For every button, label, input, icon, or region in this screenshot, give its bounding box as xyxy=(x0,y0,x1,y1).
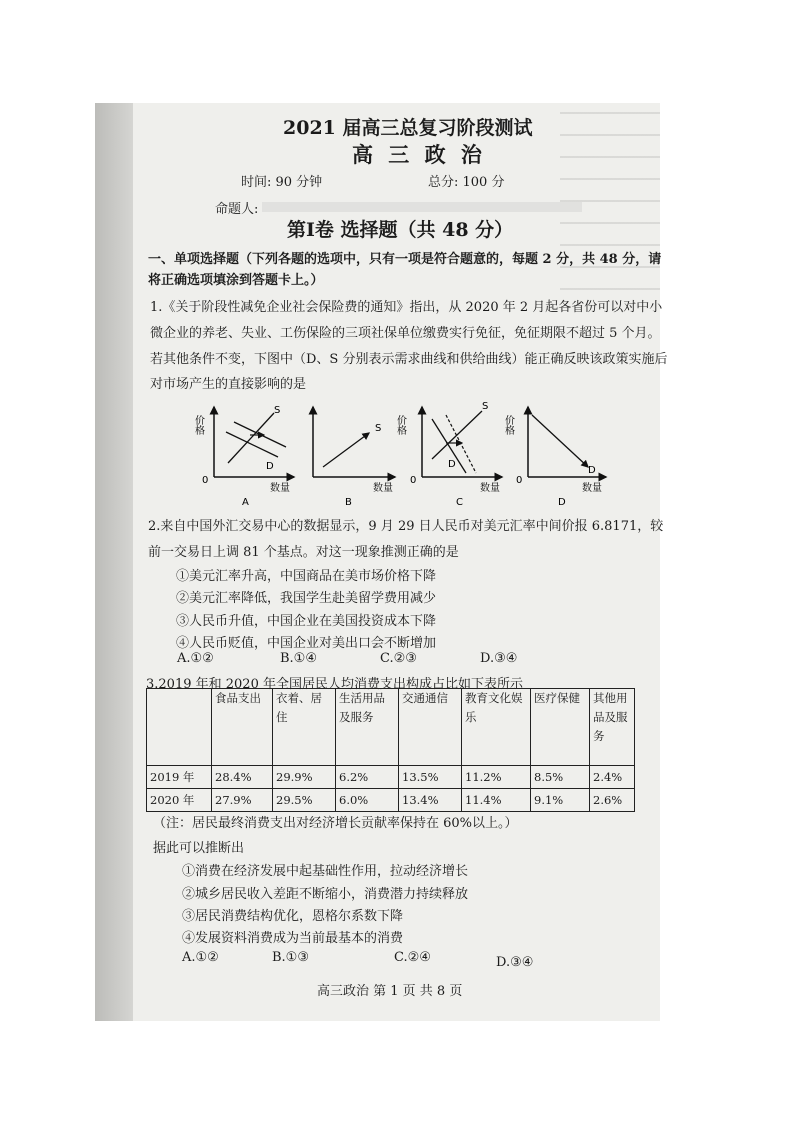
graph-c-y-label: 价格 xyxy=(394,415,406,435)
q2-option-d: D.③④ xyxy=(480,651,518,666)
table-cell: 29.5% xyxy=(273,789,336,812)
table-cell: 13.4% xyxy=(399,789,462,812)
q2-item-3: ③人民币升值，中国企业在美国投资成本下降 xyxy=(176,614,437,629)
q1-line2: 微企业的养老、失业、工伤保险的三项社保单位缴费实行免征，免征期限不超过 5 个月。 xyxy=(150,326,661,341)
consumption-table xyxy=(146,688,635,812)
q3-item-3: ③居民消费结构优化，恩格尔系数下降 xyxy=(182,909,404,924)
exam-title: 2021 届高三总复习阶段测试 xyxy=(283,117,533,139)
graph-a-origin: 0 xyxy=(202,475,209,486)
q1-line1: 1.《关于阶段性减免企业社会保险费的通知》指出，从 2020 年 2 月起各省份可以对中小 xyxy=(150,300,663,315)
table-cell: 2.4% xyxy=(590,766,635,789)
table-row xyxy=(147,766,635,789)
part-title: 第Ⅰ卷 选择题（共 48 分） xyxy=(287,219,514,241)
table-cell: 13.5% xyxy=(399,766,462,789)
table-header-row xyxy=(147,689,635,766)
q3-note: （注：居民最终消费支出对经济增长贡献率保持在 60%以上。） xyxy=(153,816,518,831)
q3-item-2: ②城乡居民收入差距不断缩小，消费潜力持续释放 xyxy=(182,887,469,902)
q2-line1: 2.来自中国外汇交易中心的数据显示，9 月 29 日人民币对美元汇率中间价报 6.8171，较 xyxy=(148,519,664,534)
graph-b xyxy=(305,397,410,508)
q3-item-4: ④发展资料消费成为当前最基本的消费 xyxy=(182,931,404,946)
graph-c-d-label: D xyxy=(448,459,456,470)
instruction-line1: 一、单项选择题（下列各题的选项中，只有一项是符合题意的，每题 2 分，共 48 分，请 xyxy=(148,252,662,267)
graph-a xyxy=(192,397,303,508)
graph-d-y-label: 价格 xyxy=(502,415,514,435)
q3-option-b: B.①③ xyxy=(272,950,309,965)
q2-option-b: B.①④ xyxy=(280,651,317,666)
graph-d-d-label: D xyxy=(588,465,596,476)
graph-a-d-label: D xyxy=(266,461,274,472)
q2-item-1: ①美元汇率升高，中国商品在美市场价格下降 xyxy=(176,569,437,584)
graph-c-s-label: S xyxy=(482,401,489,412)
q1-line4: 对市场产生的直接影响的是 xyxy=(150,377,307,392)
table-header-cell: 教育文化娱乐 xyxy=(462,689,531,766)
table-cell: 2019 年 xyxy=(147,766,212,789)
q2-item-2: ②美元汇率降低，我国学生赴美留学费用减少 xyxy=(176,591,437,606)
instruction-line2: 将正确选项填涂到答题卡上。） xyxy=(148,273,324,288)
q3-option-a: A.①② xyxy=(182,950,219,965)
graph-a-y-label: 价格 xyxy=(192,415,204,435)
q3-line1: 3.2019 年和 2020 年全国居民人均消费支出构成占比如下表所示 xyxy=(146,677,523,692)
q3-lead: 据此可以推断出 xyxy=(153,841,245,856)
q2-option-c: C.②③ xyxy=(380,651,417,666)
table-cell: 6.0% xyxy=(336,789,399,812)
graph-a-s-label: S xyxy=(274,405,281,416)
table-header-cell: 交通通信 xyxy=(399,689,462,766)
table-header-cell: 生活用品及服务 xyxy=(336,689,399,766)
table-cell: 29.9% xyxy=(273,766,336,789)
q3-item-1: ①消费在经济发展中起基础性作用，拉动经济增长 xyxy=(182,864,469,879)
graph-b-s-label: S xyxy=(375,423,382,434)
q2-option-a: A.①② xyxy=(177,651,214,666)
table-row xyxy=(147,789,635,812)
table-cell: 27.9% xyxy=(212,789,273,812)
graph-c-label: C xyxy=(456,497,463,508)
q1-line3: 若其他条件不变，下图中（D、S 分别表示需求曲线和供给曲线）能正确反映该政策实施后 xyxy=(150,352,668,367)
table-header-cell xyxy=(147,689,212,766)
table-cell: 2.6% xyxy=(590,789,635,812)
graph-d xyxy=(502,397,615,508)
q3-option-c: C.②④ xyxy=(394,950,431,965)
graph-a-label: A xyxy=(242,497,249,508)
q3-option-d: D.③④ xyxy=(496,955,534,970)
graph-c xyxy=(394,397,515,508)
table-cell: 9.1% xyxy=(531,789,590,812)
graph-b-label: B xyxy=(345,497,352,508)
graph-c-origin: 0 xyxy=(410,475,417,486)
author-label: 命题人: xyxy=(215,202,259,217)
table-header-cell: 其他用品及服务 xyxy=(590,689,635,766)
table-cell: 2020 年 xyxy=(147,789,212,812)
q2-item-4: ④人民币贬值，中国企业对美出口会不断增加 xyxy=(176,636,437,651)
graph-d-origin: 0 xyxy=(516,475,523,486)
table-header-cell: 医疗保健 xyxy=(531,689,590,766)
graph-c-x-label: 数量 xyxy=(480,483,500,494)
q2-line2: 前一交易日上调 81 个基点。对这一现象推测正确的是 xyxy=(148,545,459,560)
graph-b-x-label: 数量 xyxy=(373,483,393,494)
graph-a-x-label: 数量 xyxy=(270,483,290,494)
table-cell: 11.2% xyxy=(462,766,531,789)
table-cell: 28.4% xyxy=(212,766,273,789)
subject-title: 高 三 政 治 xyxy=(352,142,486,167)
time-label: 时间: 90 分钟 xyxy=(241,175,323,190)
shadow-edge xyxy=(95,103,133,1021)
graph-d-label: D xyxy=(558,497,566,508)
score-label: 总分: 100 分 xyxy=(428,175,505,190)
table-header-cell: 衣着、居住 xyxy=(273,689,336,766)
table-cell: 8.5% xyxy=(531,766,590,789)
table-cell: 11.4% xyxy=(462,789,531,812)
table-header-cell: 食品支出 xyxy=(212,689,273,766)
graph-d-x-label: 数量 xyxy=(582,483,602,494)
page-footer: 高三政治 第 1 页 共 8 页 xyxy=(317,984,463,999)
table-cell: 6.2% xyxy=(336,766,399,789)
redacted-strip xyxy=(262,202,582,212)
